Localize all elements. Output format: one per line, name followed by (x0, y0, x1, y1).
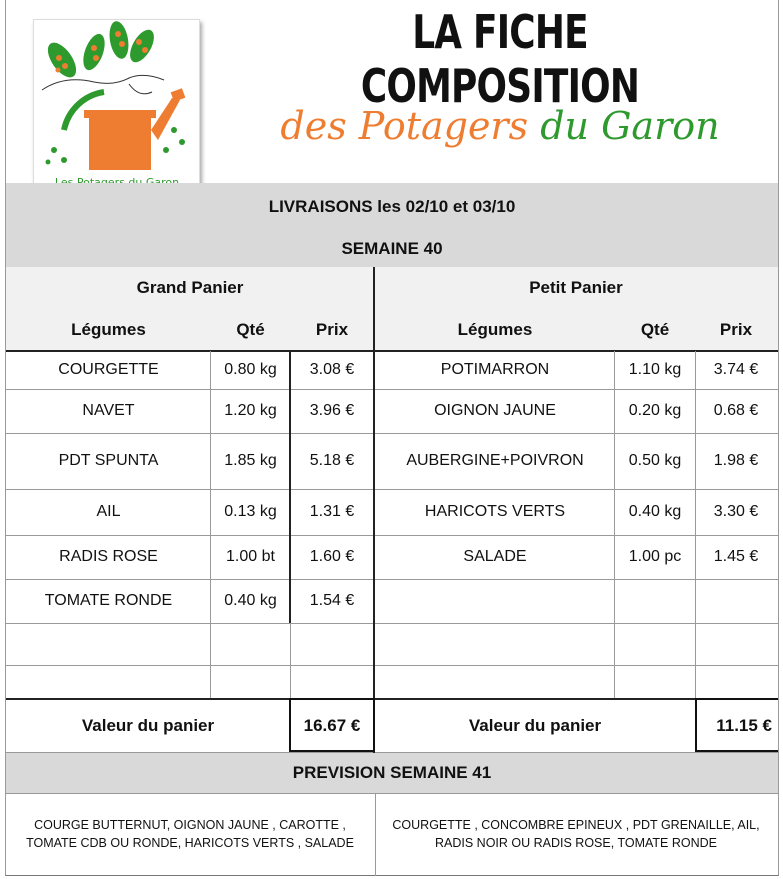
page-title: LA FICHE COMPOSITION (360, 5, 640, 113)
petit-col-qte: Qté (640, 320, 670, 339)
petit-row-5-qte: 1.00 pc (628, 548, 682, 565)
grand-row-3-legume: PDT SPUNTA (58, 452, 159, 469)
page-subtitle (240, 100, 760, 152)
grid-line (6, 535, 778, 536)
petit-row-1-legume: POTIMARRON (440, 361, 550, 378)
grand-row-3-prix: 5.18 € (309, 452, 355, 469)
grand-row-6-legume: TOMATE RONDE (44, 592, 173, 609)
subtitle-part2: du Garon (540, 104, 720, 148)
grand-row-2-qte: 1.20 kg (224, 402, 277, 419)
petit-row-4-legume: HARICOTS VERTS (424, 503, 566, 520)
grand-row-4-qte: 0.13 kg (224, 503, 277, 520)
grand-row-3-qte: 1.85 kg (224, 452, 277, 469)
grid-line (6, 793, 778, 794)
grand-row-6-prix: 1.54 € (309, 592, 355, 609)
grand-row-5-qte: 1.00 bt (226, 548, 275, 565)
grid-line (210, 351, 211, 698)
grand-row-1-prix: 3.08 € (309, 361, 355, 378)
total-separator (6, 698, 778, 700)
petit-row-1-prix: 3.74 € (713, 361, 759, 378)
grid-line (6, 489, 778, 490)
grand-row-1-legume: COURGETTE (58, 361, 159, 378)
prevision-petit-line2: RADIS NOIR OU RADIS ROSE, TOMATE RONDE (435, 836, 717, 850)
logo (33, 19, 200, 196)
grand-row-4-prix: 1.31 € (309, 503, 355, 520)
prevision-grand-line1: COURGE BUTTERNUT, OIGNON JAUNE , CAROTTE , (34, 818, 346, 832)
grand-row-2-legume: NAVET (82, 402, 135, 419)
logo-illustration (34, 20, 201, 197)
petit-row-3-legume: AUBERGINE+POIVRON (406, 452, 584, 469)
petit-row-1-qte: 1.10 kg (628, 361, 682, 378)
petit-row-5-prix: 1.45 € (713, 548, 759, 565)
grand-row-1-qte: 0.80 kg (224, 361, 277, 378)
grand-valeur: 16.67 € (303, 716, 361, 735)
grid-line (695, 351, 696, 698)
grid-line (375, 794, 376, 876)
petit-panier-title: Petit Panier (529, 278, 623, 297)
grid-line (6, 665, 778, 666)
petit-row-2-prix: 0.68 € (713, 402, 759, 419)
grand-row-5-legume: RADIS ROSE (59, 548, 158, 565)
petit-valeur: 11.15 € (716, 716, 772, 735)
prix-divider (289, 351, 291, 623)
grand-col-qte: Qté (236, 320, 265, 339)
header-separator (6, 350, 778, 352)
grand-row-2-prix: 3.96 € (309, 402, 355, 419)
petit-row-3-qte: 0.50 kg (628, 452, 682, 469)
subtitle-part1: des Potagers (280, 104, 529, 148)
prevision-petit (376, 794, 776, 874)
petit-row-2-legume: OIGNON JAUNE (434, 402, 556, 419)
grand-row-6-qte: 0.40 kg (224, 592, 277, 609)
petit-col-prix: Prix (719, 320, 753, 339)
grid-line (614, 351, 615, 698)
prevision-grand (6, 794, 374, 874)
grid-line (6, 623, 778, 624)
prevision-petit-line1: COURGETTE , CONCOMBRE EPINEUX , PDT GRENAILLE, AIL, (392, 818, 760, 832)
grid-line (6, 752, 778, 753)
panier-divider (373, 267, 375, 753)
grand-row-5-prix: 1.60 € (309, 548, 355, 565)
grand-col-legumes: Légumes (71, 320, 146, 339)
grand-total-box (289, 698, 375, 752)
grand-valeur-label: Valeur du panier (81, 716, 215, 735)
prevision-grand-line2: TOMATE CDB OU RONDE, HARICOTS VERTS , SALADE (26, 836, 354, 850)
grand-row-4-legume: AIL (96, 503, 121, 520)
petit-row-2-qte: 0.20 kg (628, 402, 682, 419)
petit-row-4-prix: 3.30 € (713, 503, 759, 520)
delivery-dates-band: LIVRAISONS les 02/10 et 03/10 (6, 183, 778, 231)
week-band: SEMAINE 40 (6, 231, 778, 267)
prevision-title: PREVISION SEMAINE 41 (6, 753, 778, 793)
petit-col-legumes: Légumes (457, 320, 533, 339)
petit-total-box (695, 698, 778, 752)
grid-line (6, 433, 778, 434)
grid-line (6, 389, 778, 390)
grand-col-prix: Prix (315, 320, 349, 339)
petit-valeur-label: Valeur du panier (468, 716, 602, 735)
petit-row-3-prix: 1.98 € (713, 452, 759, 469)
grid-line (6, 579, 778, 580)
grid-line (290, 623, 291, 698)
petit-row-5-legume: SALADE (463, 548, 527, 565)
grand-panier-title: Grand Panier (136, 278, 244, 297)
petit-row-4-qte: 0.40 kg (628, 503, 682, 520)
